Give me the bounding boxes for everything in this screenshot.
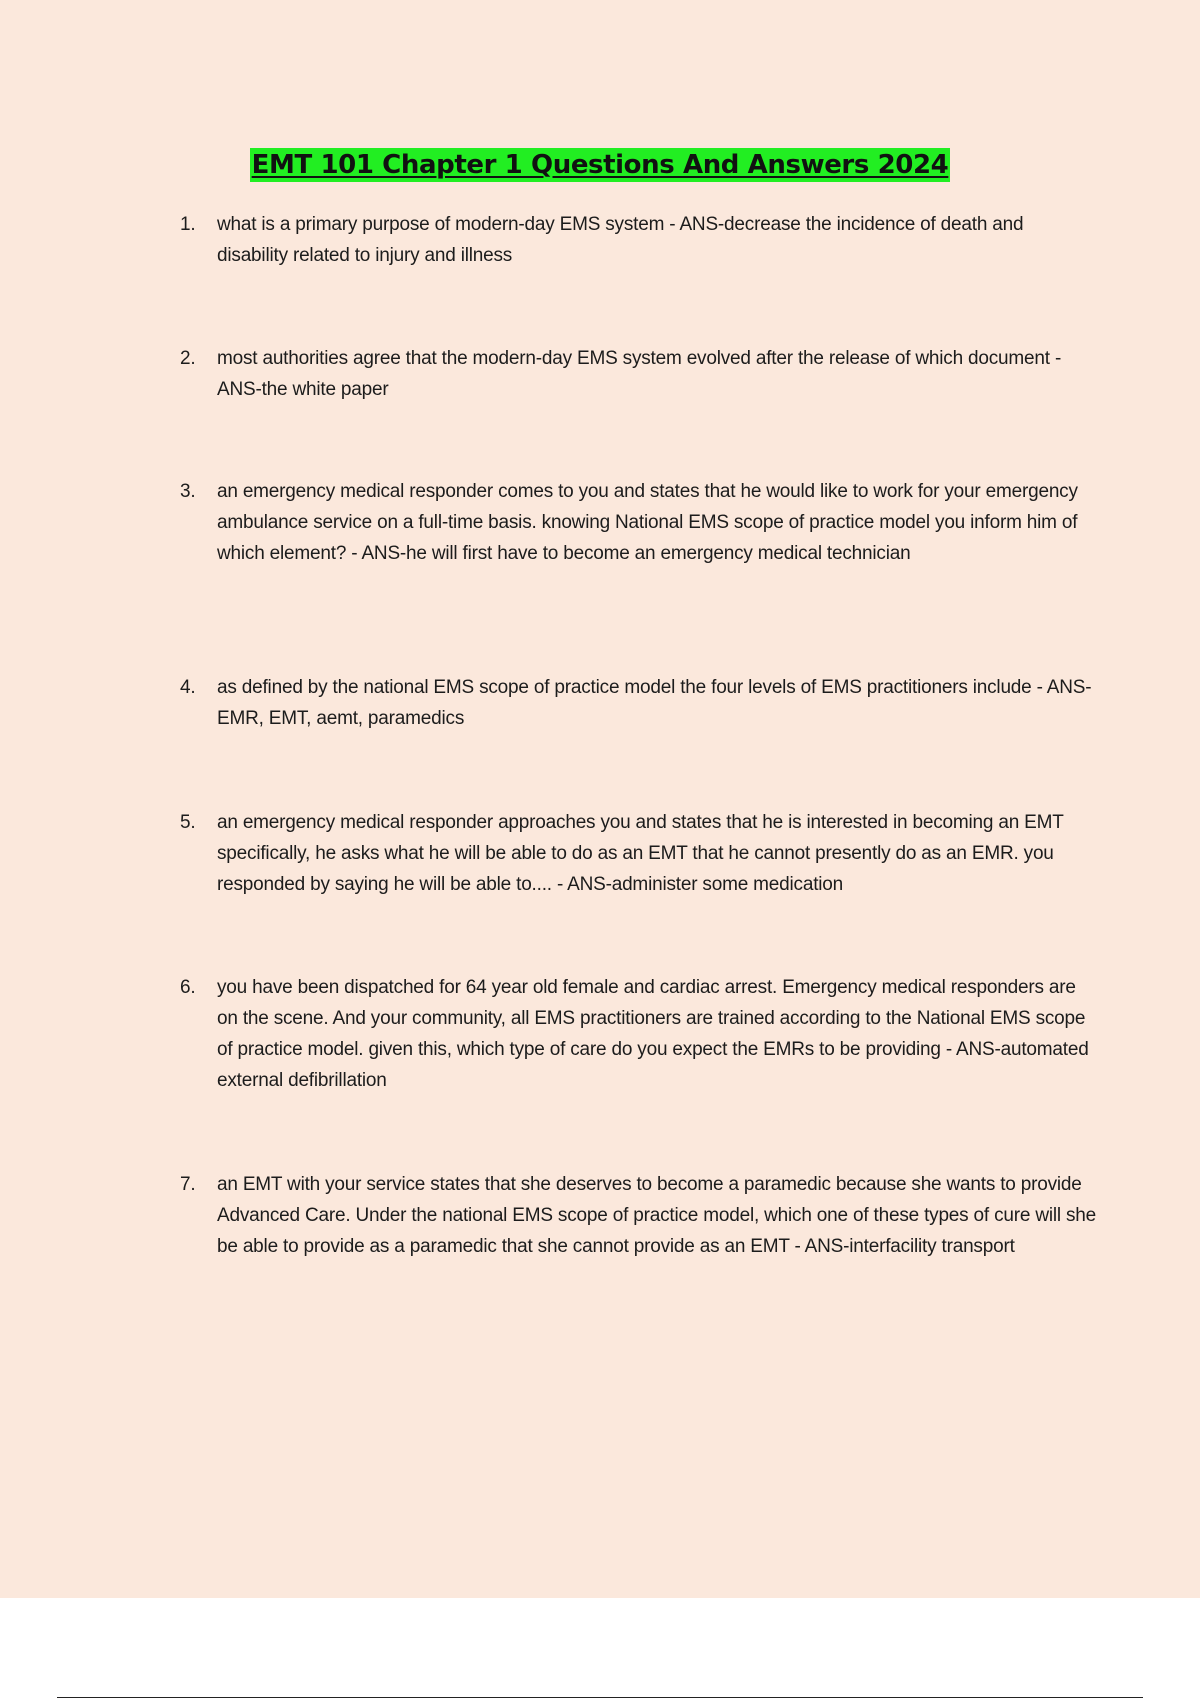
item-number: 4. [180,677,196,698]
item-number: 5. [180,812,196,833]
item-number: 1. [180,214,196,235]
item-text: as defined by the national EMS scope of practice model the four levels of EMS practitioners include - ANS-EMR, EMT, aemt, paramedics [217,677,1092,729]
footer-divider [57,1697,1143,1698]
item-text: an emergency medical responder approaches you and states that he is interested in becoming an EMT specifically, he asks what he will be able to do as an EMT that he cannot presently do as an EMR. you responded by saying he will be able to.... - ANS-administer some medication [217,812,1064,895]
item-text: most authorities agree that the modern-day EMS system evolved after the release of which document - ANS-the white paper [217,348,1062,400]
item-text: an emergency medical responder comes to you and states that he would like to work for your emergency ambulance service on a full-time basis. knowing National EMS scope of practice model you inform him of which element? - ANS-he will first have to become an emergency medical technician [217,481,1078,564]
document-title: EMT 101 Chapter 1 Questions And Answers 2024 [251,150,949,180]
item-text: an EMT with your service states that she deserves to become a paramedic because she wants to provide Advanced Care. Under the national EMS scope of practice model, which one of these types of cure will she be able to provide as a paramedic that she cannot provide as an EMT - ANS-interfacility transport [217,1174,1097,1257]
title-container [0,148,1200,182]
item-number: 6. [180,977,196,998]
item-text: what is a primary purpose of modern-day EMS system - ANS-decrease the incidence of death and disability related to injury and illness [217,214,1024,266]
item-text: you have been dispatched for 64 year old female and cardiac arrest. Emergency medical responders are on the scene. And your community, all EMS practitioners are trained according to the National EMS scope of practice model. given this, which type of care do you expect the EMRs to be providing - ANS-automated external defibrillation [217,977,1089,1091]
item-number: 2. [180,348,196,369]
item-number: 3. [180,481,196,502]
item-number: 7. [180,1174,196,1195]
